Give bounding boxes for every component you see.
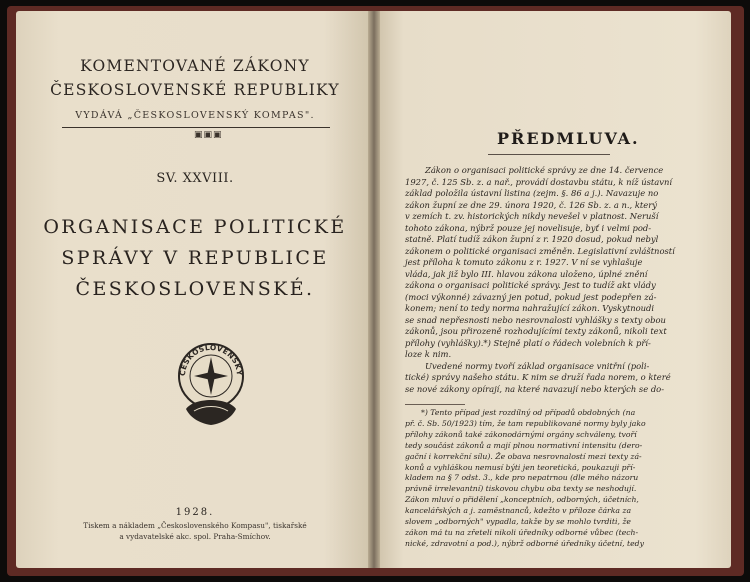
body-line: (moci výkonné) závazný jen potud, pokud jest podepřen zá-	[405, 291, 657, 302]
preface-heading: PŘEDMLUVA.	[497, 129, 640, 148]
footnote-line: kladem na § 7 odst. 3., kde pro nepatrnou (dle mého názoru	[405, 473, 639, 483]
imprint-line-1: Tiskem a nákladem „Československého Kompasu", tiskařské	[83, 521, 307, 530]
body-line: Uvedené normy tvoří základ organisace vnitřní (poli-	[425, 360, 650, 371]
book-gutter	[368, 11, 380, 568]
emblem-text: ČESKOSLOVENSKÝ	[177, 342, 245, 377]
divider-rule	[62, 127, 330, 128]
body-line: vláda, jak již bylo III. hlavou zákona uloženo, úplné znění	[405, 268, 648, 279]
body-line: v zemích t. zv. historických nikdy nevešel v platnost. Neruší	[405, 211, 659, 221]
body-line: se snad nepřesnosti nebo nesrovnalosti vyhlášky s texty obou	[405, 314, 666, 325]
footnote-line: *) Tento případ jest rozdílný od případů obdobných (na	[421, 408, 636, 417]
series-title-line-2: ČESKOSLOVENSKÉ REPUBLIKY	[50, 81, 340, 99]
body-line: přílohy (vyhlášky).*) Stejně platí o řádech volebních k pří-	[405, 337, 651, 348]
footnote-line: přílohy zákonů také zákonodárnými orgány schváleny, tvoří	[405, 429, 637, 439]
body-line: základ položila ústavní listina (zejm. §. 86 a j.). Navazuje no	[405, 188, 659, 198]
footnote-divider	[405, 404, 465, 405]
compass-emblem-icon	[174, 339, 248, 429]
footnote-line: nické, zdravotní a pod.), nýbrž odborné úředníky účetní, tedy	[405, 538, 644, 548]
body-line: zákonem o politické organisaci změněn. Legislativní zvláštností	[405, 245, 675, 256]
book-title-line-3: ČESKOSLOVENSKÉ.	[75, 278, 315, 300]
body-line: 1927, č. 125 Sb. z. a nař., provádí dostavbu státu, k níž ústavní	[405, 176, 673, 187]
book-title-line-2: SPRÁVY V REPUBLICE	[61, 247, 329, 269]
body-line: Zákon o organisaci politické správy ze dne 14. července	[425, 165, 664, 175]
volume-number: SV. XXVIII.	[156, 171, 234, 186]
body-line: tické) správy našeho státu. K nim se druží řada norem, o které	[405, 372, 671, 382]
body-line: zákona o organisaci politické správy. Jest to tudíž akt vlády	[405, 280, 656, 290]
body-line: statně. Platí tudíž zákon župní z r. 1920 dosud, pokud nebyl	[405, 234, 659, 244]
publisher-line: VYDÁVÁ „ČESKOSLOVENSKÝ KOMPAS".	[75, 110, 315, 121]
imprint-line-2: a vydavatelské akc. spol. Praha-Smíchov.	[119, 532, 271, 541]
body-line: se nové zákony opírají, na které navazují nebo kterých se do-	[405, 383, 665, 394]
publication-year: 1928.	[175, 507, 215, 518]
heading-underline	[488, 154, 610, 155]
footnote-line: slovem „odborných" vypadla, takže by se mohlo tvrditi, že	[405, 517, 631, 526]
footnote-line: právně irrelevantní) tiskovou chybu oba texty se neshodují.	[405, 484, 637, 494]
ornament-icon: ▣▣▣	[194, 130, 223, 140]
body-line: loze k nim.	[405, 349, 452, 359]
footnote-line: kancelářských a j. zaměstnanců, kdežto v příloze čárka za	[405, 506, 632, 516]
body-line: zákonů, jsou přirozeně rozhodujícími texty zákonů, nikoli text	[405, 326, 667, 336]
series-title-line-1: KOMENTOVANÉ ZÁKONY	[80, 57, 310, 75]
right-page	[375, 11, 731, 568]
body-line: jest příloha k tomuto zákonu z r. 1927. V ní se vyhlašuje	[405, 257, 643, 267]
body-line: konem; není to tedy norma nahražující zákon. Vyskytnoudi	[405, 303, 655, 313]
footnote-line: tedy součást zákonů a mají plnou normativní intensitu (dero-	[405, 440, 643, 450]
footnote-line: Zákon mluví o přidělení „konceptních, odborných, účetních,	[405, 495, 639, 505]
body-line: tohoto zákona, nýbrž pouze jej novelisuje, byť i velmi pod-	[405, 222, 652, 233]
footnote-line: konů a vyhláškou nemusí býti jen teoretická, poukazuji pří-	[405, 462, 636, 472]
footnote-line: př. č. Sb. 50/1923) tím, že tam republikované normy byly jako	[405, 418, 646, 428]
footnote-line: zákon má tu na zřeteli nikoli úředníky odborné vůbec (tech-	[405, 527, 639, 537]
footnote-line: gační i korrekční sílu). Že obava nesrovnalostí mezi texty zá-	[405, 451, 642, 461]
book-title-line-1: ORGANISACE POLITICKÉ	[43, 216, 347, 238]
left-page	[16, 11, 374, 568]
body-line: zákon župní ze dne 29. února 1920, č. 126 Sb. z. a n., který	[405, 199, 657, 210]
